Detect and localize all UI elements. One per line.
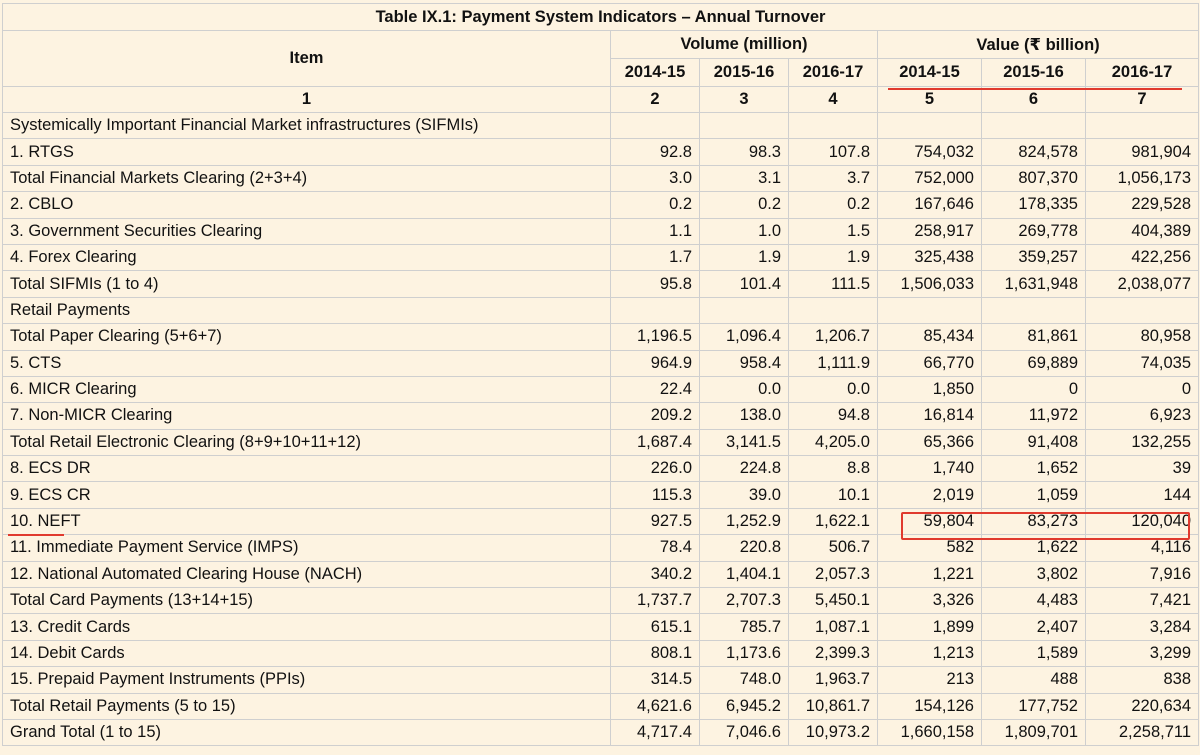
row-value-cell: 229,528 [1086, 192, 1199, 218]
row-value-cell: 144 [1086, 482, 1199, 508]
column-number: 4 [789, 87, 878, 113]
row-item-label: Total Retail Payments (5 to 15) [3, 693, 611, 719]
row-value-cell: 4,621.6 [611, 693, 700, 719]
table-row [3, 693, 1199, 719]
row-value-cell: 0.2 [611, 192, 700, 218]
table-row [3, 429, 1199, 455]
row-value-cell: 1,221 [878, 561, 982, 587]
row-value-cell: 1,213 [878, 640, 982, 666]
row-value-cell: 39.0 [700, 482, 789, 508]
row-item-label: Total Card Payments (13+14+15) [3, 588, 611, 614]
row-value-cell: 1,899 [878, 614, 982, 640]
row-value-cell: 7,916 [1086, 561, 1199, 587]
table-row [3, 614, 1199, 640]
row-value-cell: 1.1 [611, 218, 700, 244]
row-value-cell: 1,111.9 [789, 350, 878, 376]
row-value-cell: 2,407 [982, 614, 1086, 640]
row-value-cell: 807,370 [982, 165, 1086, 191]
year-header: 2015-16 [700, 59, 789, 87]
row-value-cell: 2,019 [878, 482, 982, 508]
column-number: 1 [3, 87, 611, 113]
row-value-cell: 69,889 [982, 350, 1086, 376]
table-row [3, 561, 1199, 587]
row-value-cell: 1,206.7 [789, 324, 878, 350]
row-value-cell: 325,438 [878, 244, 982, 270]
table-row [3, 719, 1199, 745]
row-value-cell: 269,778 [982, 218, 1086, 244]
row-value-cell: 154,126 [878, 693, 982, 719]
row-value-cell: 6,923 [1086, 403, 1199, 429]
row-value-cell: 748.0 [700, 667, 789, 693]
row-value-cell [1086, 113, 1199, 139]
row-value-cell: 3.7 [789, 165, 878, 191]
column-number: 2 [611, 87, 700, 113]
row-item-label: 2. CBLO [3, 192, 611, 218]
row-value-cell: 0 [1086, 376, 1199, 402]
row-value-cell: 824,578 [982, 139, 1086, 165]
row-value-cell: 1,087.1 [789, 614, 878, 640]
row-item-label: 4. Forex Clearing [3, 244, 611, 270]
row-value-cell [611, 297, 700, 323]
row-value-cell: 65,366 [878, 429, 982, 455]
row-value-cell: 59,804 [878, 508, 982, 534]
row-item-label: 7. Non-MICR Clearing [3, 403, 611, 429]
table-row [3, 244, 1199, 270]
row-value-cell: 16,814 [878, 403, 982, 429]
row-value-cell: 226.0 [611, 456, 700, 482]
row-value-cell: 1,737.7 [611, 588, 700, 614]
row-value-cell: 4,205.0 [789, 429, 878, 455]
row-value-cell: 80,958 [1086, 324, 1199, 350]
row-value-cell: 10,861.7 [789, 693, 878, 719]
column-number: 6 [982, 87, 1086, 113]
row-value-cell: 10,973.2 [789, 719, 878, 745]
row-value-cell: 0.0 [789, 376, 878, 402]
row-value-cell: 81,861 [982, 324, 1086, 350]
table-row [3, 139, 1199, 165]
row-value-cell: 1,252.9 [700, 508, 789, 534]
row-value-cell [878, 113, 982, 139]
table-row [3, 271, 1199, 297]
table-row [3, 640, 1199, 666]
row-value-cell: 4,483 [982, 588, 1086, 614]
row-value-cell: 1,589 [982, 640, 1086, 666]
row-item-label: Total Financial Markets Clearing (2+3+4) [3, 165, 611, 191]
row-value-cell [878, 297, 982, 323]
row-value-cell: 11,972 [982, 403, 1086, 429]
table-row [3, 667, 1199, 693]
row-item-label: Retail Payments [3, 297, 611, 323]
row-value-cell: 4,116 [1086, 535, 1199, 561]
column-number: 5 [878, 87, 982, 113]
row-value-cell: 1,096.4 [700, 324, 789, 350]
row-value-cell: 1,056,173 [1086, 165, 1199, 191]
table-row [3, 192, 1199, 218]
row-value-cell: 66,770 [878, 350, 982, 376]
row-value-cell: 220.8 [700, 535, 789, 561]
row-value-cell: 3,284 [1086, 614, 1199, 640]
year-header: 2016-17 [1086, 59, 1199, 87]
row-value-cell: 3,326 [878, 588, 982, 614]
row-item-label: 12. National Automated Clearing House (NACH) [3, 561, 611, 587]
row-value-cell: 785.7 [700, 614, 789, 640]
table-body [3, 113, 1199, 746]
row-item-label: 3. Government Securities Clearing [3, 218, 611, 244]
row-value-cell: 2,258,711 [1086, 719, 1199, 745]
row-value-cell: 5,450.1 [789, 588, 878, 614]
table-row [3, 535, 1199, 561]
row-value-cell: 120,040 [1086, 508, 1199, 534]
row-value-cell: 1.9 [700, 244, 789, 270]
table-title: Table IX.1: Payment System Indicators – Annual Turnover [3, 4, 1199, 31]
row-value-cell: 838 [1086, 667, 1199, 693]
row-value-cell: 3.0 [611, 165, 700, 191]
row-value-cell: 111.5 [789, 271, 878, 297]
row-value-cell: 958.4 [700, 350, 789, 376]
row-value-cell: 1,963.7 [789, 667, 878, 693]
row-value-cell: 115.3 [611, 482, 700, 508]
row-value-cell: 2,707.3 [700, 588, 789, 614]
column-number: 7 [1086, 87, 1199, 113]
row-value-cell: 7,421 [1086, 588, 1199, 614]
row-value-cell: 1,506,033 [878, 271, 982, 297]
item-header: Item [3, 31, 611, 87]
row-value-cell: 83,273 [982, 508, 1086, 534]
row-value-cell: 74,035 [1086, 350, 1199, 376]
row-value-cell: 964.9 [611, 350, 700, 376]
row-value-cell: 0.0 [700, 376, 789, 402]
row-value-cell [611, 113, 700, 139]
row-value-cell: 1,404.1 [700, 561, 789, 587]
row-value-cell: 1,059 [982, 482, 1086, 508]
table-row [3, 482, 1199, 508]
row-value-cell: 209.2 [611, 403, 700, 429]
row-value-cell: 0 [982, 376, 1086, 402]
table-row [3, 588, 1199, 614]
table-row [3, 456, 1199, 482]
year-header: 2014-15 [878, 59, 982, 87]
row-item-label: Total Retail Electronic Clearing (8+9+10+11+12) [3, 429, 611, 455]
row-value-cell: 8.8 [789, 456, 878, 482]
table-row [3, 297, 1199, 323]
row-value-cell: 752,000 [878, 165, 982, 191]
row-value-cell: 22.4 [611, 376, 700, 402]
row-value-cell: 98.3 [700, 139, 789, 165]
row-value-cell: 1.0 [700, 218, 789, 244]
row-value-cell: 1,660,158 [878, 719, 982, 745]
row-value-cell: 0.2 [789, 192, 878, 218]
row-value-cell: 2,399.3 [789, 640, 878, 666]
row-value-cell: 167,646 [878, 192, 982, 218]
row-value-cell: 582 [878, 535, 982, 561]
row-value-cell: 3,299 [1086, 640, 1199, 666]
row-value-cell: 107.8 [789, 139, 878, 165]
row-item-label: Grand Total (1 to 15) [3, 719, 611, 745]
row-value-cell [789, 113, 878, 139]
table-row [3, 113, 1199, 139]
row-value-cell: 1,173.6 [700, 640, 789, 666]
year-header: 2014-15 [611, 59, 700, 87]
row-value-cell: 422,256 [1086, 244, 1199, 270]
row-item-label: 1. RTGS [3, 139, 611, 165]
row-value-cell: 1,631,948 [982, 271, 1086, 297]
table-row [3, 350, 1199, 376]
row-value-cell: 2,038,077 [1086, 271, 1199, 297]
row-value-cell: 132,255 [1086, 429, 1199, 455]
row-value-cell [789, 297, 878, 323]
row-value-cell: 1.9 [789, 244, 878, 270]
row-value-cell: 258,917 [878, 218, 982, 244]
row-value-cell: 39 [1086, 456, 1199, 482]
year-header: 2015-16 [982, 59, 1086, 87]
table-row [3, 165, 1199, 191]
row-value-cell: 1,740 [878, 456, 982, 482]
table-row [3, 376, 1199, 402]
row-value-cell: 340.2 [611, 561, 700, 587]
row-value-cell: 95.8 [611, 271, 700, 297]
row-item-label: 6. MICR Clearing [3, 376, 611, 402]
row-value-cell: 314.5 [611, 667, 700, 693]
row-value-cell: 0.2 [700, 192, 789, 218]
table-row [3, 403, 1199, 429]
row-value-cell: 1,622.1 [789, 508, 878, 534]
row-item-label: 14. Debit Cards [3, 640, 611, 666]
row-value-cell [700, 113, 789, 139]
row-value-cell: 506.7 [789, 535, 878, 561]
row-item-label: Systemically Important Financial Market infrastructures (SIFMIs) [3, 113, 611, 139]
row-value-cell: 91,408 [982, 429, 1086, 455]
row-value-cell: 1,850 [878, 376, 982, 402]
row-value-cell: 78.4 [611, 535, 700, 561]
row-item-label: 9. ECS CR [3, 482, 611, 508]
row-value-cell: 3,141.5 [700, 429, 789, 455]
row-value-cell: 808.1 [611, 640, 700, 666]
row-value-cell: 2,057.3 [789, 561, 878, 587]
payment-indicators-table [2, 3, 1199, 746]
row-value-cell: 94.8 [789, 403, 878, 429]
row-value-cell: 754,032 [878, 139, 982, 165]
row-value-cell: 488 [982, 667, 1086, 693]
row-value-cell: 1,196.5 [611, 324, 700, 350]
year-header: 2016-17 [789, 59, 878, 87]
row-value-cell [982, 113, 1086, 139]
row-value-cell: 85,434 [878, 324, 982, 350]
row-value-cell: 213 [878, 667, 982, 693]
row-value-cell [700, 297, 789, 323]
row-value-cell: 6,945.2 [700, 693, 789, 719]
row-value-cell: 3.1 [700, 165, 789, 191]
row-value-cell: 404,389 [1086, 218, 1199, 244]
row-item-label: 5. CTS [3, 350, 611, 376]
row-value-cell: 10.1 [789, 482, 878, 508]
row-value-cell: 1,687.4 [611, 429, 700, 455]
row-value-cell: 1.5 [789, 218, 878, 244]
row-value-cell: 1.7 [611, 244, 700, 270]
row-value-cell: 359,257 [982, 244, 1086, 270]
row-item-label: 10. NEFT [3, 508, 611, 534]
row-value-cell: 220,634 [1086, 693, 1199, 719]
row-value-cell: 92.8 [611, 139, 700, 165]
row-value-cell: 101.4 [700, 271, 789, 297]
row-item-label: 13. Credit Cards [3, 614, 611, 640]
table-row [3, 324, 1199, 350]
row-item-label: 8. ECS DR [3, 456, 611, 482]
row-value-cell: 178,335 [982, 192, 1086, 218]
row-value-cell: 1,622 [982, 535, 1086, 561]
row-value-cell: 1,809,701 [982, 719, 1086, 745]
volume-header: Volume (million) [611, 31, 878, 59]
row-value-cell: 138.0 [700, 403, 789, 429]
row-value-cell: 927.5 [611, 508, 700, 534]
row-value-cell: 177,752 [982, 693, 1086, 719]
row-value-cell: 224.8 [700, 456, 789, 482]
row-value-cell: 981,904 [1086, 139, 1199, 165]
row-item-label: Total Paper Clearing (5+6+7) [3, 324, 611, 350]
row-value-cell: 3,802 [982, 561, 1086, 587]
table-row [3, 218, 1199, 244]
row-item-label: 11. Immediate Payment Service (IMPS) [3, 535, 611, 561]
row-value-cell: 1,652 [982, 456, 1086, 482]
table-row [3, 508, 1199, 534]
value-header: Value (₹ billion) [878, 31, 1199, 59]
row-value-cell [1086, 297, 1199, 323]
column-number: 3 [700, 87, 789, 113]
row-value-cell: 615.1 [611, 614, 700, 640]
row-value-cell [982, 297, 1086, 323]
row-value-cell: 4,717.4 [611, 719, 700, 745]
row-item-label: Total SIFMIs (1 to 4) [3, 271, 611, 297]
row-value-cell: 7,046.6 [700, 719, 789, 745]
row-item-label: 15. Prepaid Payment Instruments (PPIs) [3, 667, 611, 693]
